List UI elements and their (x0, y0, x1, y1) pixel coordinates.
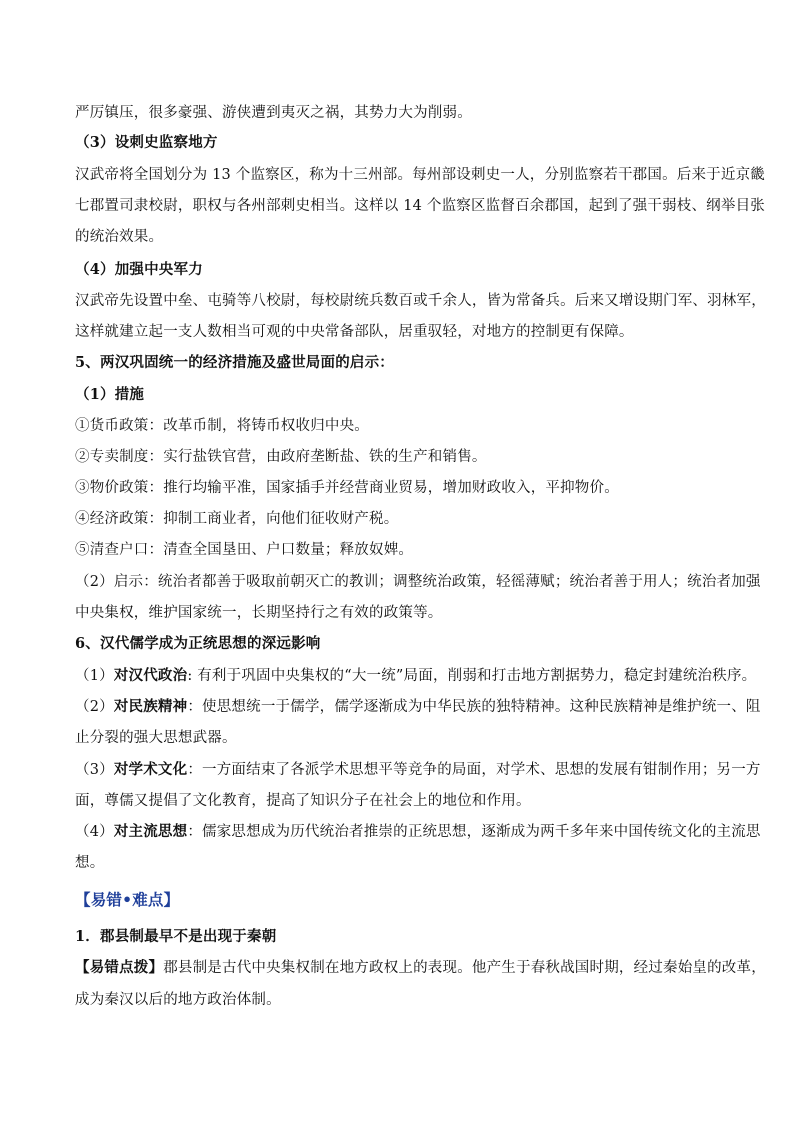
subheading-measures: （1）措施 (75, 386, 145, 403)
item-number: （1） (75, 668, 114, 684)
paragraph-line: （2）启示：统治者都善于吸取前朝灭亡的教训；调整统治政策，轻徭薄赋；统治者善于用人；统治者加强 (75, 574, 761, 590)
tip-line (75, 956, 766, 977)
paragraph-line: 汉武帝将全国划分为 13 个监察区，称为十三州部。每州部设刺史一人，分别监察若干郡国。后来于近京畿 (75, 167, 765, 183)
list-item: ⑤清查户口：清查全国垦田、户口数量；释放奴婢。 (75, 542, 414, 558)
paragraph-line: 想。 (75, 855, 105, 871)
list-item: ③物价政策：推行均输平准，国家插手并经营商业贸易，增加财政收入，平抑物价。 (75, 480, 619, 496)
influence-item-4 (75, 820, 761, 841)
section-heading-6: 6、汉代儒学成为正统思想的深远影响 (75, 635, 321, 652)
list-item: ②专卖制度：实行盐铁官营，由政府垄断盐、铁的生产和销售。 (75, 449, 487, 465)
paragraph-line: 面，尊儒又提倡了文化教育，提高了知识分子在社会上的地位和作用。 (75, 793, 531, 809)
item-text: ：使思想统一于儒学，儒学逐渐成为中华民族的独特精神。这种民族精神是维护统一、阻 (187, 699, 761, 715)
item-topic: 对学术文化 (113, 761, 188, 778)
item-text: ：一方面结束了各派学术思想平等竞争的局面，对学术、思想的发展有钳制作用；另一方 (187, 762, 761, 778)
item-number: （2） (75, 699, 114, 715)
paragraph-line: 这样就建立起一支人数相当可观的中央常备部队，居重驭轻，对地方的控制更有保障。 (75, 324, 634, 340)
influence-item-1 (75, 664, 756, 685)
error-point-1: 1．郡县制最早不是出现于秦朝 (75, 928, 277, 945)
item-number: （3） (75, 762, 114, 778)
tip-text: 郡县制是古代中央集权制在地方政权上的表现。他产生于春秋战国时期，经过秦始皇的改革， (163, 960, 766, 976)
item-number: （4） (75, 824, 114, 840)
section-heading-5: 5、两汉巩固统一的经济措施及盛世局面的启示： (75, 354, 394, 371)
list-item: ④经济政策：抑制工商业者，向他们征收财产税。 (75, 511, 399, 527)
paragraph-line: 七郡置司隶校尉，职权与各州部刺史相当。这样以 14 个监察区监督百余郡国，起到了强干弱枝、纲举目张 (75, 198, 765, 214)
paragraph-line: 严厉镇压，很多豪强、游侠遭到夷灭之祸，其势力大为削弱。 (75, 105, 472, 121)
subheading-military: （4）加强中央军力 (75, 261, 203, 278)
paragraph-line: 中央集权，维护国家统一，长期坚持行之有效的政策等。 (75, 605, 443, 621)
list-item: ①货币政策：改革币制，将铸币权收归中央。 (75, 418, 369, 434)
subheading-supervision: （3）设刺史监察地方 (75, 134, 218, 151)
paragraph-line: 成为秦汉以后的地方政治体制。 (75, 992, 281, 1008)
error-prone-heading: 【易错•难点】 (75, 890, 180, 909)
item-topic: 对主流思想 (113, 823, 188, 840)
paragraph-line: 汉武帝先设置中垒、屯骑等八校尉，每校尉统兵数百或千余人，皆为常备兵。后来又增设期门军、羽林军， (75, 293, 766, 309)
item-text: : 有利于巩固中央集权的“大一统”局面，削弱和打击地方割据势力，稳定封建统治秩序。 (187, 668, 757, 684)
influence-item-3 (75, 758, 761, 779)
item-text: ：儒家思想成为历代统治者推崇的正统思想，逐渐成为两千多年来中国传统文化的主流思 (187, 824, 761, 840)
paragraph-line: 止分裂的强大思想武器。 (75, 730, 237, 746)
paragraph-line: 的统治效果。 (75, 229, 164, 245)
item-topic: 对汉代政治 (113, 667, 188, 684)
influence-item-2 (75, 695, 761, 716)
item-topic: 对民族精神 (113, 698, 188, 715)
tip-label: 【易错点拨】 (75, 959, 164, 976)
